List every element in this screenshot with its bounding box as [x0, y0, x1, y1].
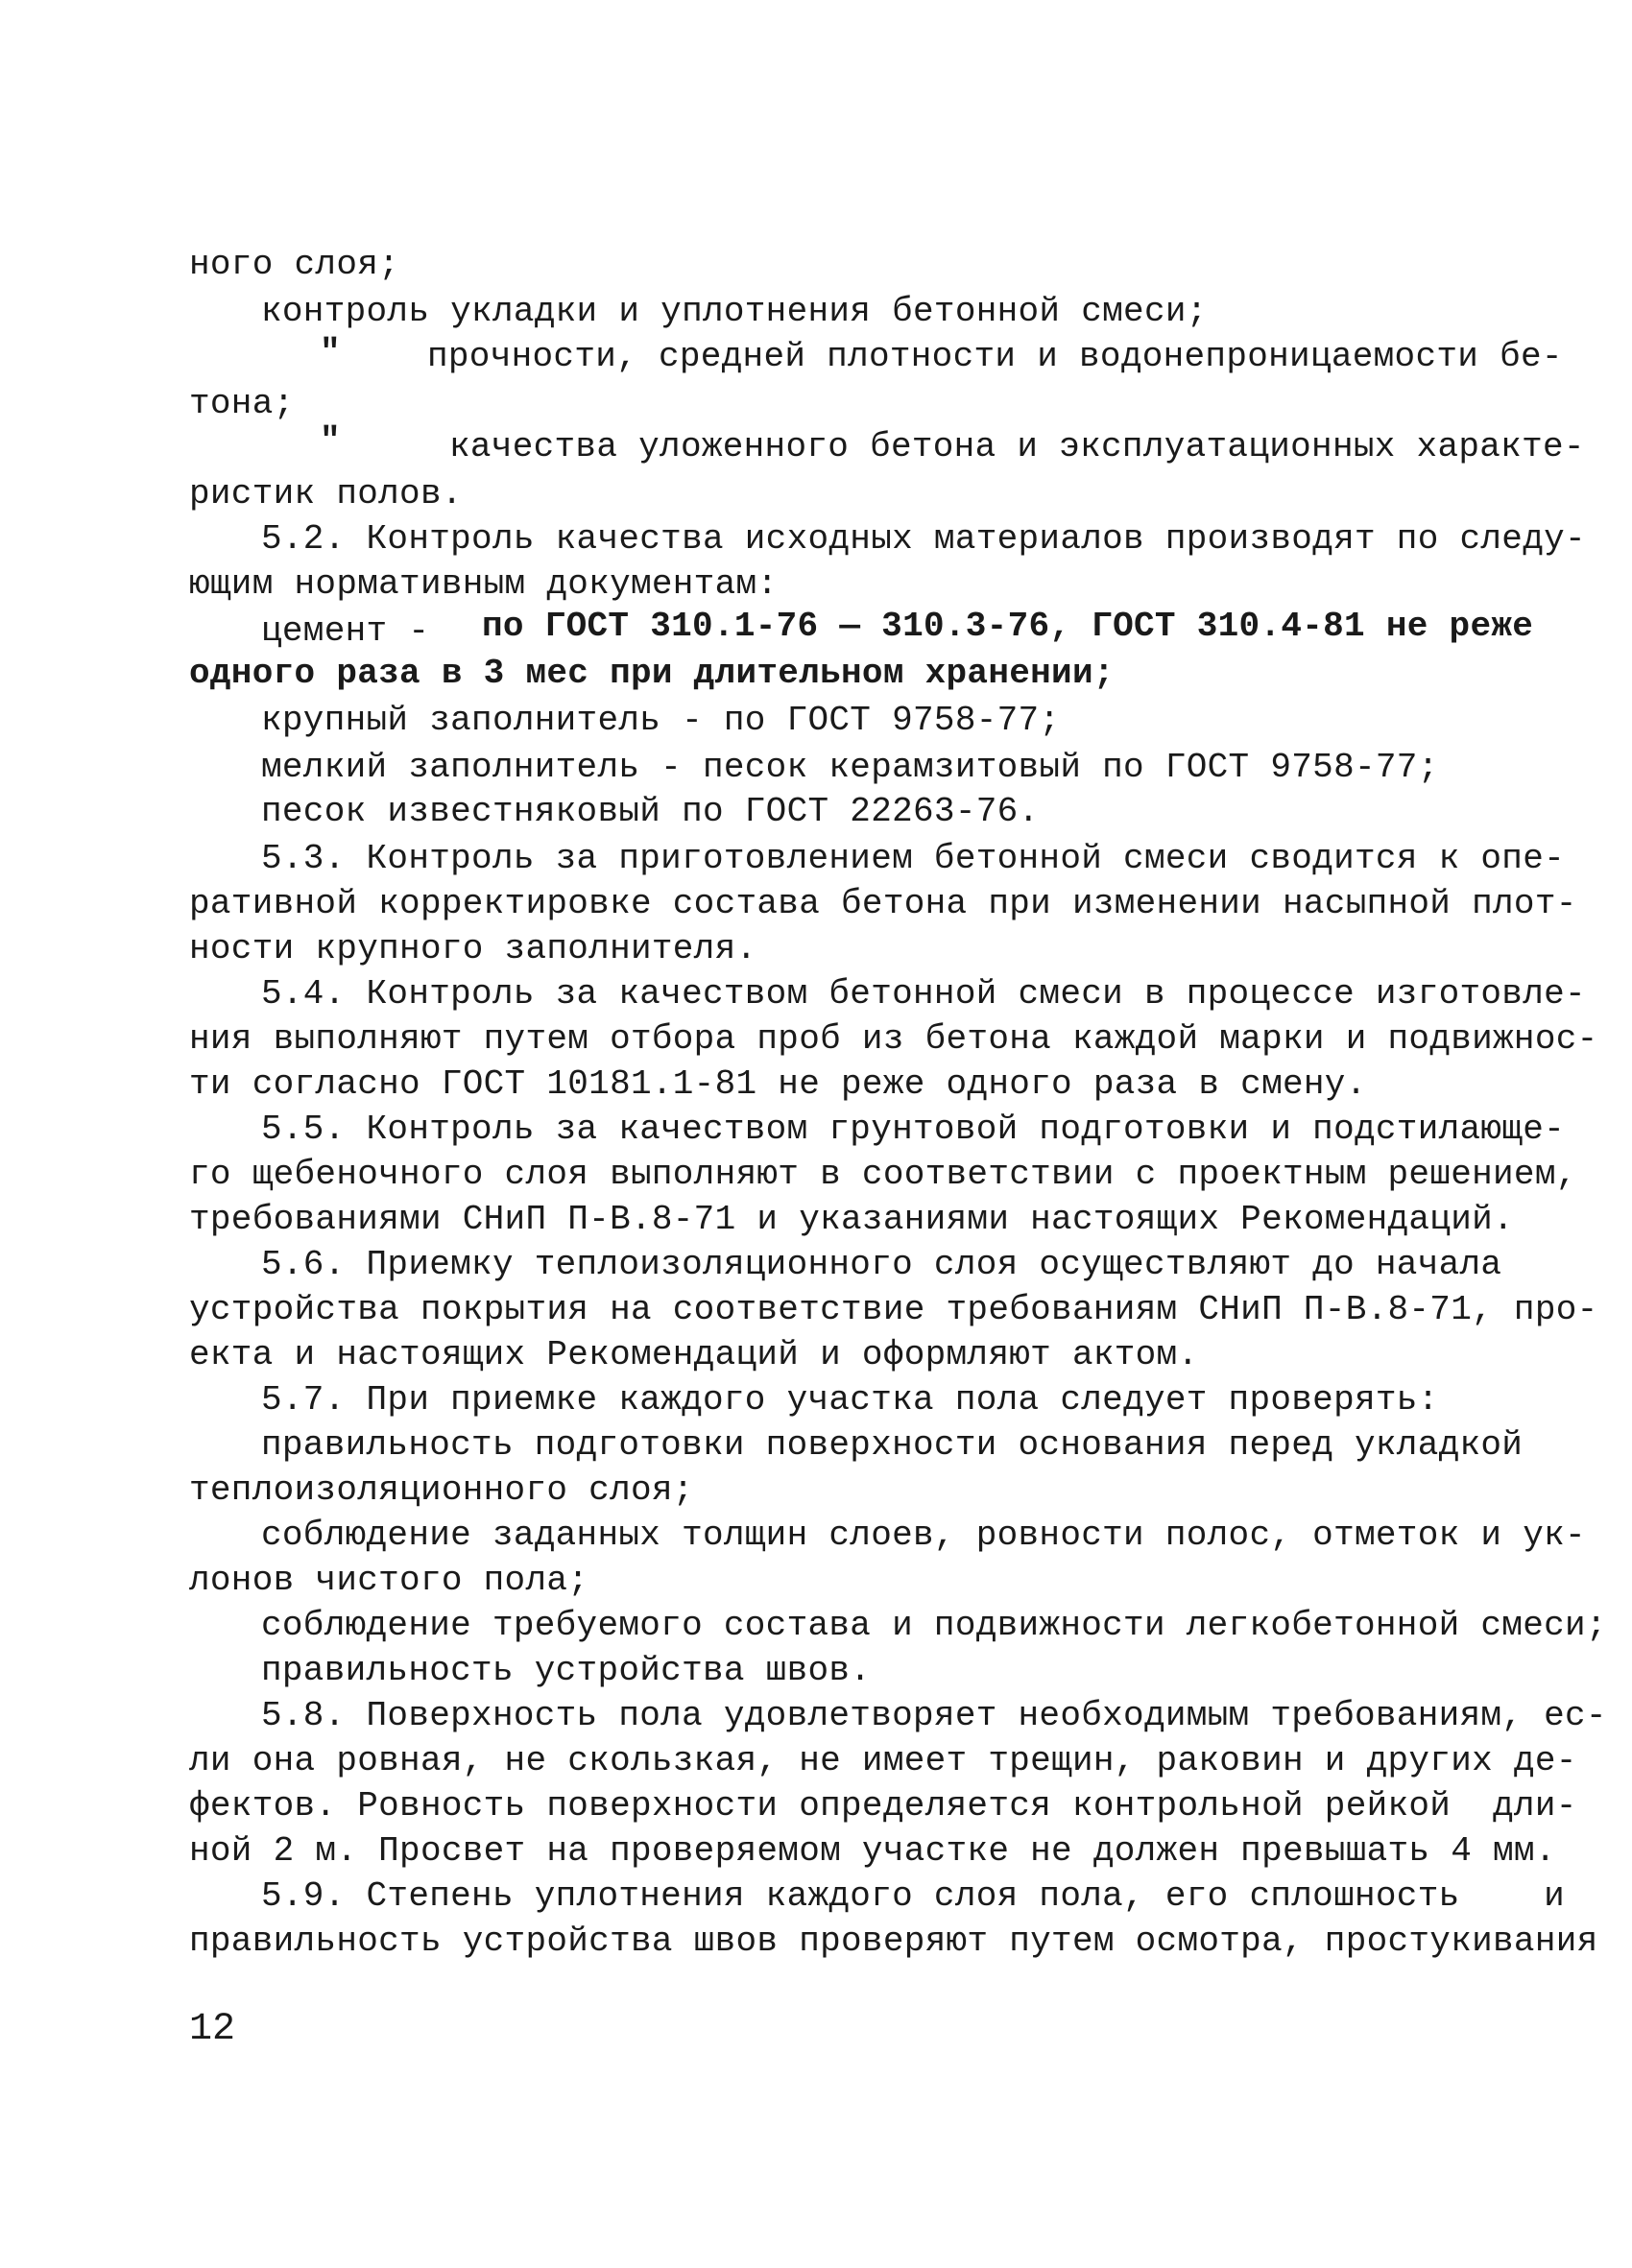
text-line: 5.8. Поверхность пола удовлетворяет необходимым требованиям, ес- [261, 1696, 1607, 1735]
text-line: тона; [189, 384, 295, 423]
text-line: екта и настоящих Рекомендаций и оформляют актом. [189, 1335, 1199, 1374]
text-line: 5.3. Контроль за приготовлением бетонной смеси сводится к опе- [261, 839, 1566, 878]
text-line: песок известняковый по ГОСТ 22263-76. [261, 792, 1040, 831]
text-line: по ГОСТ 310.1-76 — 310.3-76, ГОСТ 310.4-81 не реже [482, 607, 1534, 646]
text-line: ли она ровная, не скользкая, не имеет трещин, раковин и других де- [189, 1741, 1577, 1780]
text-line: одного раза в 3 мес при длительном хранении; [189, 654, 1115, 693]
text-line: теплоизоляционного слоя; [189, 1470, 694, 1510]
text-line: ти согласно ГОСТ 10181.1-81 не реже одного раза в смену. [189, 1064, 1367, 1104]
text-line: 5.7. При приемке каждого участка пола следует проверять: [261, 1380, 1439, 1420]
text-line: 5.9. Степень уплотнения каждого слоя пола, его сплошность и [261, 1876, 1566, 1916]
text-line: 5.5. Контроль за качеством грунтовой подготовки и подстилающе- [261, 1110, 1566, 1149]
text-line: ной 2 м. Просвет на проверяемом участке не должен превышать 4 мм. [189, 1831, 1556, 1871]
ditto-mark: " [320, 421, 341, 461]
text-line: ного слоя; [189, 245, 400, 284]
text-line: ния выполняют путем отбора проб из бетона каждой марки и подвижнос- [189, 1019, 1598, 1059]
text-line: прочности, средней плотности и водонепроницаемости бе- [427, 337, 1563, 376]
text-line: лонов чистого пола; [189, 1561, 589, 1600]
text-line: мелкий заполнитель - песок керамзитовый по ГОСТ 9758-77; [261, 748, 1439, 787]
text-line: 5.4. Контроль за качеством бетонной смеси в процессе изготовле- [261, 974, 1586, 1014]
text-line: го щебеночного слоя выполняют в соответствии с проектным решением, [189, 1155, 1577, 1194]
text-line: соблюдение заданных толщин слоев, ровности полос, отметок и ук- [261, 1516, 1586, 1555]
text-line: фектов. Ровность поверхности определяется контрольной рейкой дли- [189, 1786, 1577, 1826]
text-line: крупный заполнитель - по ГОСТ 9758-77; [261, 701, 1061, 740]
text-line: правильность подготовки поверхности основания перед укладкой [261, 1425, 1524, 1465]
text-line: правильность устройства швов. [261, 1651, 872, 1690]
text-line: цемент - [261, 611, 430, 651]
text-line: контроль укладки и уплотнения бетонной смеси; [261, 292, 1208, 331]
ditto-mark: " [320, 333, 341, 372]
text-line: ристик полов. [189, 474, 463, 513]
text-line: устройства покрытия на соответствие требованиям СНиП П-В.8-71, про- [189, 1290, 1598, 1329]
text-line: качества уложенного бетона и эксплуатационных характе- [449, 427, 1585, 466]
text-line: соблюдение требуемого состава и подвижности легкобетонной смеси; [261, 1606, 1607, 1645]
text-line: ности крупного заполнителя. [189, 929, 757, 968]
text-line: требованиями СНиП П-В.8-71 и указаниями настоящих Рекомендаций. [189, 1200, 1514, 1239]
text-line: ющим нормативным документам: [189, 564, 779, 604]
text-line: правильность устройства швов проверяют путем осмотра, простукивания [189, 1922, 1598, 1961]
text-line: 5.2. Контроль качества исходных материалов производят по следу- [261, 519, 1586, 559]
page-number: 12 [189, 2008, 236, 2051]
text-line: ративной корректировке состава бетона при изменении насыпной плот- [189, 884, 1577, 923]
text-line: 5.6. Приемку теплоизоляционного слоя осуществляют до начала [261, 1245, 1502, 1284]
